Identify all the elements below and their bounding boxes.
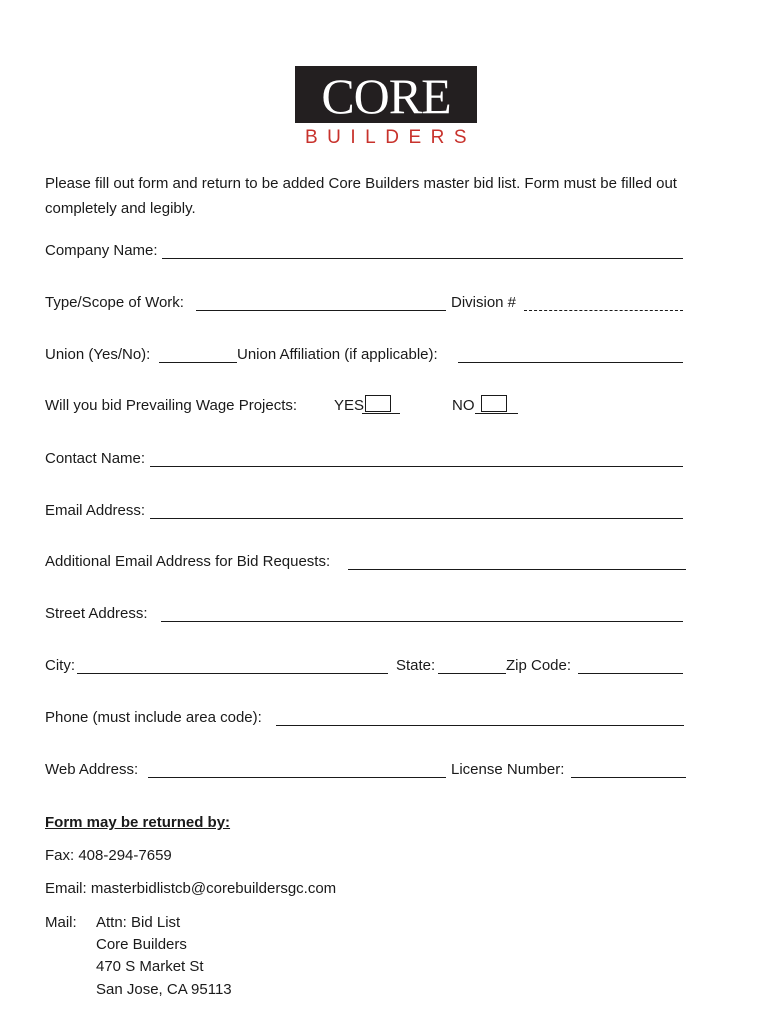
return-email-text: Email: masterbidlistcb@corebuildersgc.com: [45, 880, 337, 897]
fax-text: Fax: 408-294-7659: [45, 847, 172, 864]
yes-checkbox[interactable]: [365, 395, 391, 412]
email-field[interactable]: [150, 518, 683, 519]
union-affiliation-field[interactable]: [458, 362, 683, 363]
city-field[interactable]: [77, 673, 388, 674]
yes-underline: [362, 413, 400, 414]
type-scope-label: Type/Scope of Work:: [45, 294, 184, 311]
street-address-field[interactable]: [161, 621, 683, 622]
city-label: City:: [45, 657, 75, 674]
web-address-field[interactable]: [148, 777, 446, 778]
intro-text: Please fill out form and return to be added Core Builders master bid list. Form must be filled out completely and legibly.: [45, 175, 677, 217]
logo-word: CORE: [321, 67, 451, 124]
return-heading: Form may be returned by:: [45, 814, 231, 831]
zip-code-field[interactable]: [578, 673, 683, 674]
union-field[interactable]: [159, 362, 237, 363]
union-affiliation-label: Union Affiliation (if applicable):: [237, 346, 438, 363]
contact-name-field[interactable]: [150, 466, 683, 467]
mail-line: San Jose, CA 95113: [96, 981, 232, 998]
logo-box: [295, 66, 477, 123]
prevailing-wage-label: Will you bid Prevailing Wage Projects:: [45, 397, 298, 414]
state-field[interactable]: [438, 673, 506, 674]
zip-code-label: Zip Code:: [506, 657, 572, 674]
state-label: State:: [396, 657, 436, 674]
street-address-label: Street Address:: [45, 605, 148, 622]
logo-subtitle: BUILDERS: [304, 127, 477, 148]
license-number-label: License Number:: [451, 761, 565, 778]
type-scope-field[interactable]: [196, 310, 446, 311]
union-label: Union (Yes/No):: [45, 346, 151, 363]
yes-label: YES: [334, 397, 365, 414]
phone-label: Phone (must include area code):: [45, 709, 262, 726]
no-checkbox[interactable]: [481, 395, 507, 412]
no-label: NO: [452, 397, 475, 414]
mail-line: Attn: Bid List: [96, 914, 181, 931]
email-label: Email Address:: [45, 502, 146, 519]
company-name-label: Company Name:: [45, 242, 158, 259]
company-name-field[interactable]: [162, 258, 683, 259]
phone-field[interactable]: [276, 725, 684, 726]
web-address-label: Web Address:: [45, 761, 139, 778]
mail-line: Core Builders: [96, 936, 187, 953]
mail-line: 470 S Market St: [96, 958, 204, 975]
core-builders-logo: [295, 66, 477, 150]
contact-name-label: Contact Name:: [45, 450, 146, 467]
division-label: Division #: [451, 294, 517, 311]
license-number-field[interactable]: [571, 777, 686, 778]
no-underline: [475, 413, 518, 414]
mail-label: Mail:: [45, 914, 77, 931]
division-field[interactable]: [524, 310, 683, 311]
additional-email-label: Additional Email Address for Bid Requests:: [45, 553, 331, 570]
additional-email-field[interactable]: [348, 569, 686, 570]
